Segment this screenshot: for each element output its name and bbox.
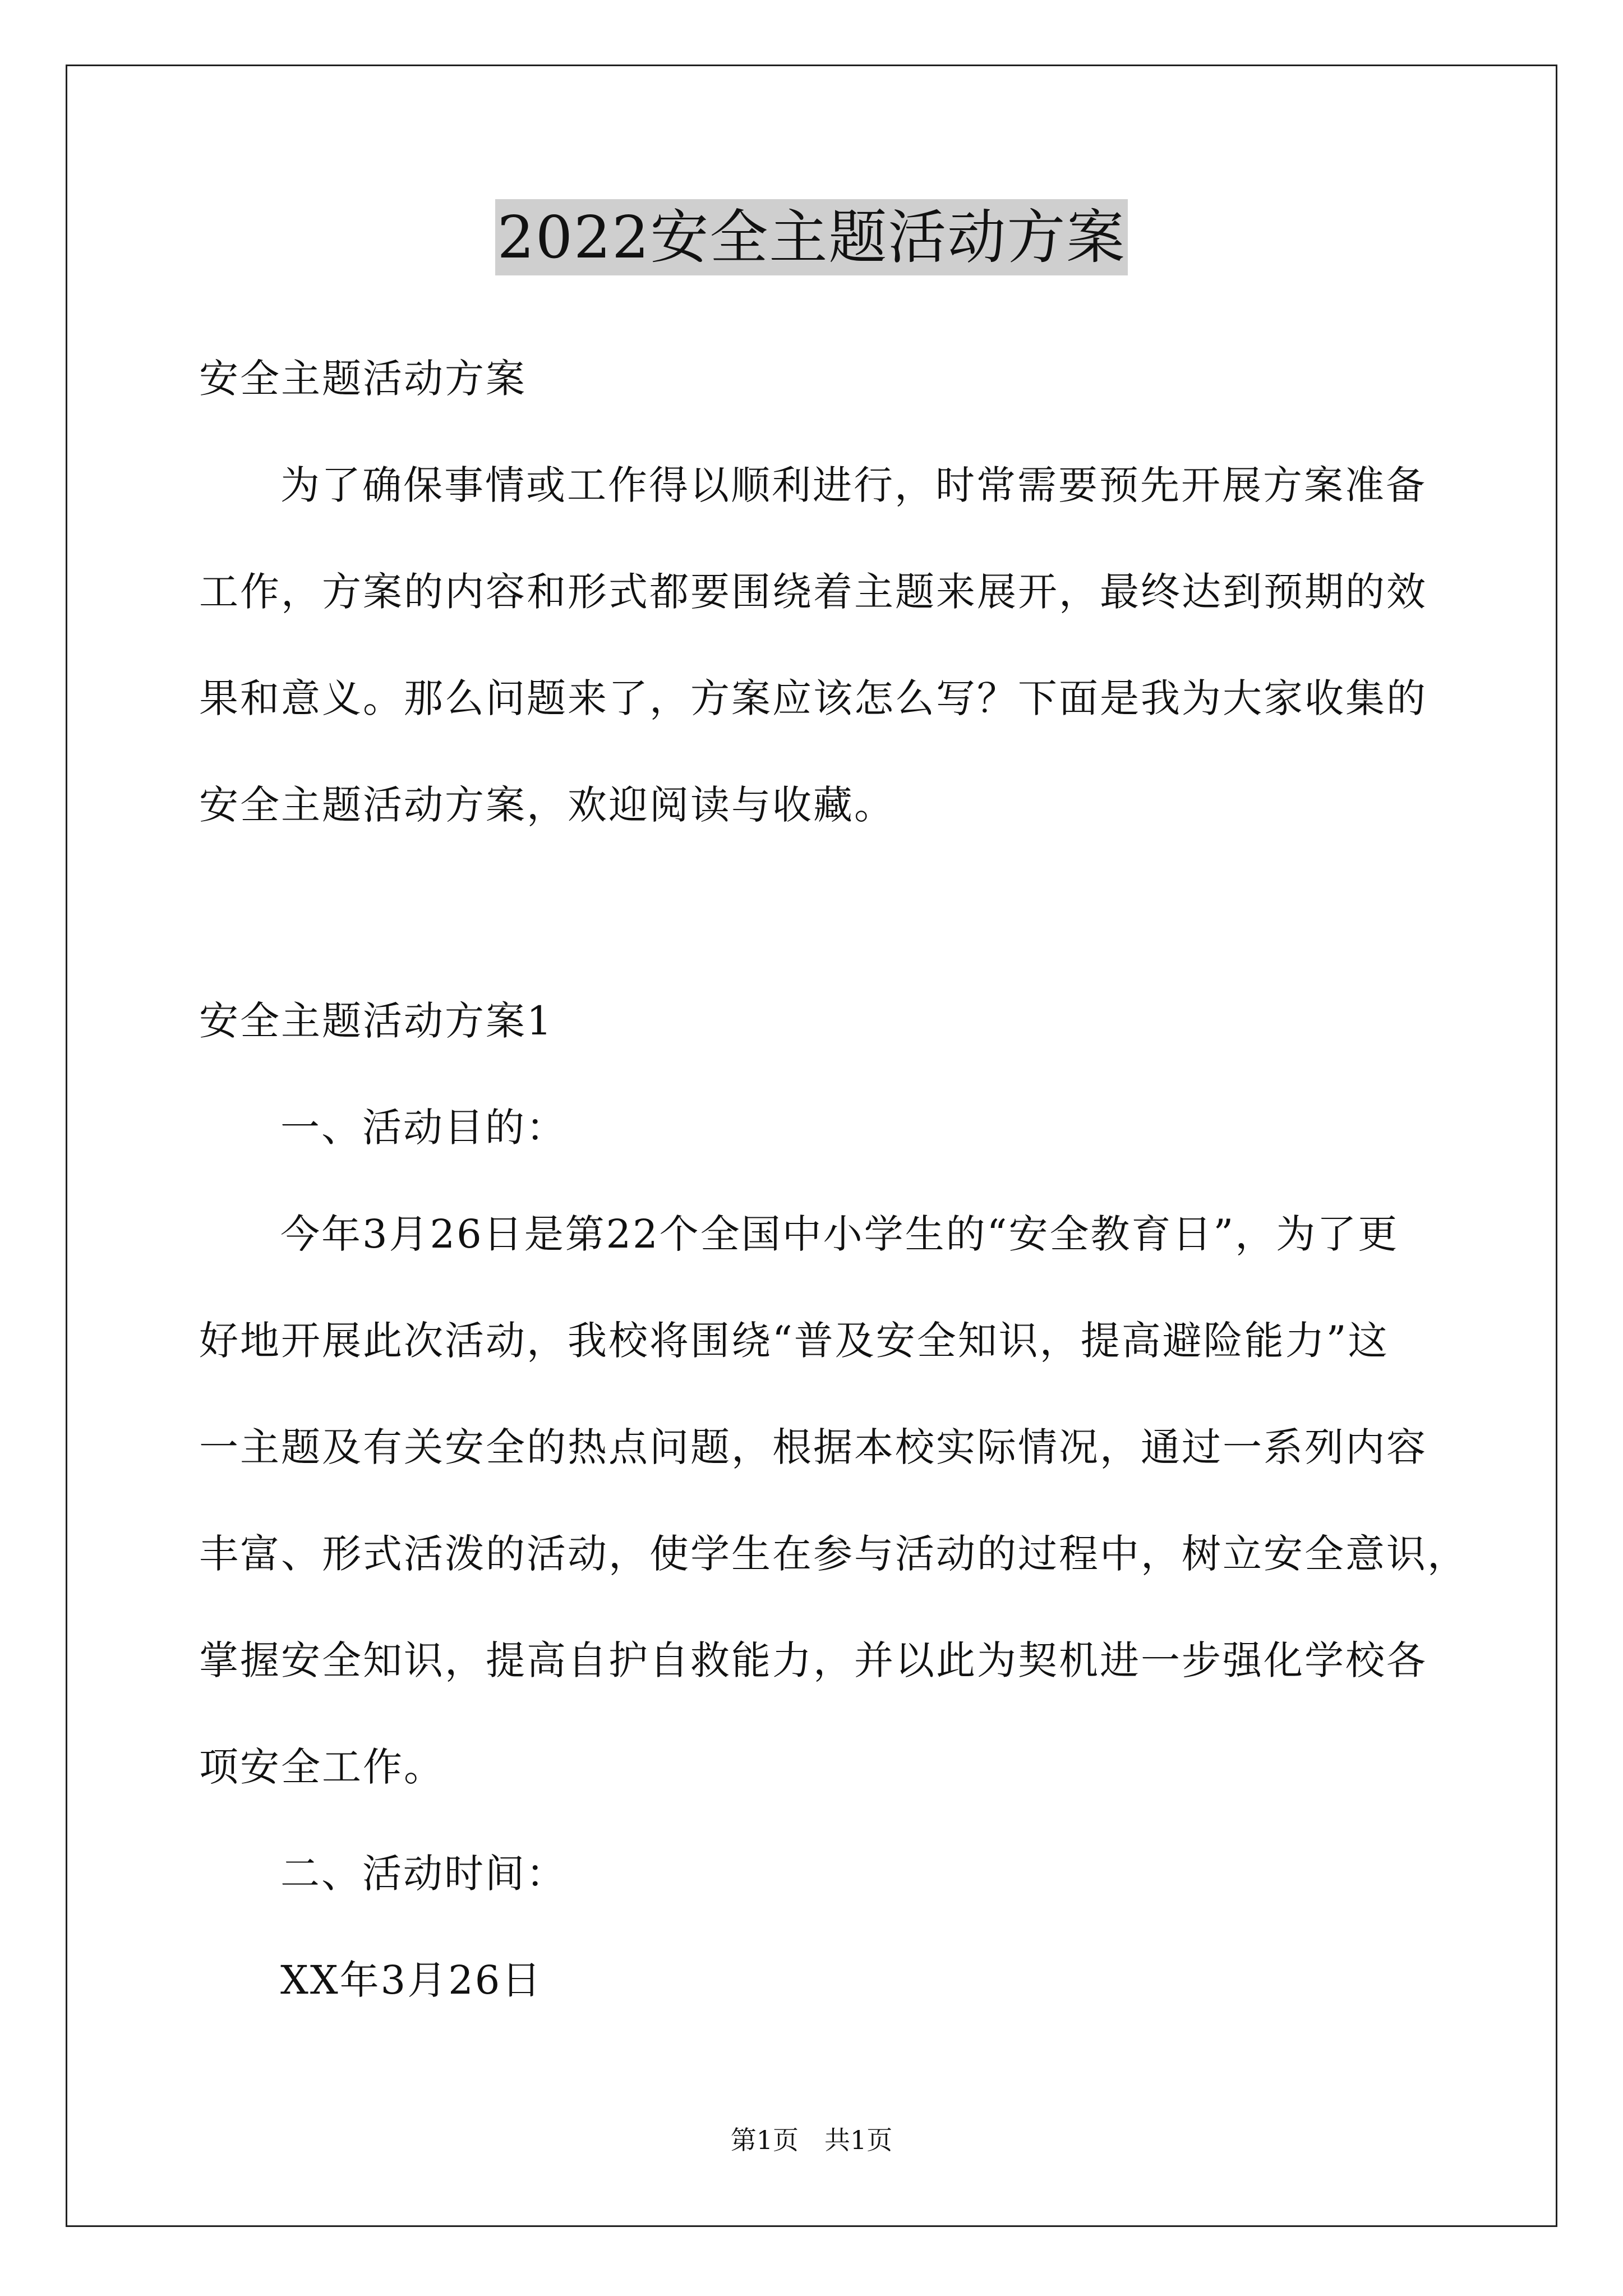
intro-line-1: 为了确保事情或工作得以顺利进行，时常需要预先开展方案准备 — [280, 462, 1427, 508]
document-title: 2022安全主题活动方案 — [495, 199, 1128, 275]
document-subtitle: 安全主题活动方案 — [199, 356, 527, 402]
purpose-heading: 一、活动目的： — [280, 1105, 567, 1151]
intro-line-4: 安全主题活动方案，欢迎阅读与收藏。 — [199, 782, 895, 828]
purpose-line-5: 掌握安全知识，提高自护自救能力，并以此为契机进一步强化学校各 — [199, 1637, 1427, 1683]
purpose-line-3: 一主题及有关安全的热点问题，根据本校实际情况，通过一系列内容 — [199, 1424, 1427, 1470]
purpose-line-6: 项安全工作。 — [199, 1744, 445, 1790]
time-value: XX年3月26日 — [280, 1957, 543, 2003]
page-footer: 第1页 共1页 — [730, 2125, 893, 2155]
purpose-line-4: 丰富、形式活泼的活动，使学生在参与活动的过程中，树立安全意识， — [199, 1531, 1468, 1577]
title-container — [0, 199, 1623, 275]
time-heading: 二、活动时间： — [280, 1851, 567, 1897]
intro-line-3: 果和意义。那么问题来了，方案应该怎么写？下面是我为大家收集的 — [199, 675, 1427, 721]
purpose-line-2: 好地开展此次活动，我校将围绕“普及安全知识，提高避险能力”这 — [199, 1318, 1389, 1364]
purpose-line-1: 今年3月26日是第22个全国中小学生的“安全教育日”，为了更 — [280, 1211, 1399, 1257]
section-heading: 安全主题活动方案1 — [199, 998, 554, 1044]
intro-line-2: 工作，方案的内容和形式都要围绕着主题来展开，最终达到预期的效 — [199, 569, 1427, 615]
